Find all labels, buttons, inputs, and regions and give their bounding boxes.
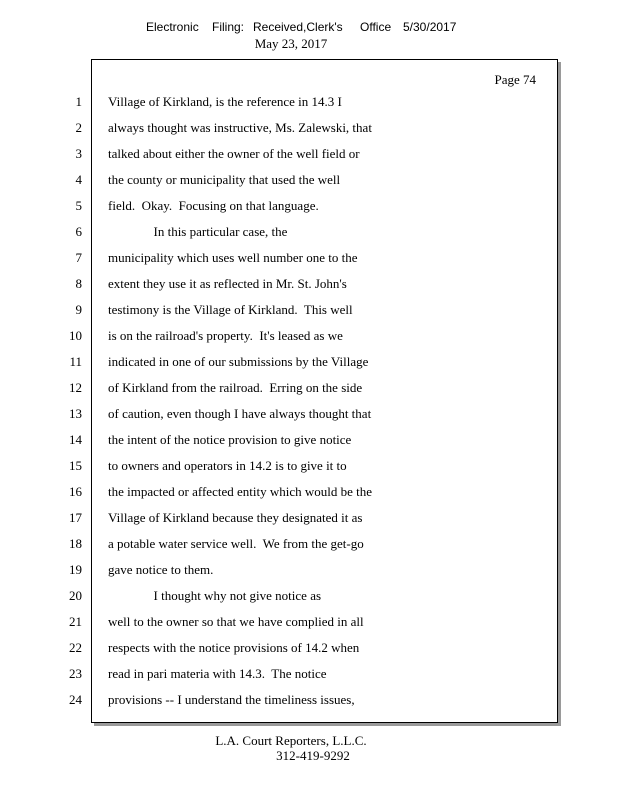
line-number: 1	[75, 94, 82, 109]
transcript-date: May 23, 2017	[254, 36, 328, 51]
transcript-line-text: read in pari materia with 14.3. The notice	[108, 666, 327, 681]
filing-header-electronic: Electronic	[146, 20, 199, 34]
line-number: 9	[75, 302, 82, 317]
line-number: 14	[69, 432, 82, 447]
transcript-line-text: the intent of the notice provision to give notice	[108, 432, 352, 447]
transcript-line-text: testimony is the Village of Kirkland. This well	[108, 302, 353, 317]
line-number: 20	[69, 588, 82, 603]
transcript-line-text: Village of Kirkland because they designated it as	[108, 510, 363, 525]
line-number: 5	[75, 198, 82, 213]
transcript-line-text: Village of Kirkland, is the reference in 14.3 I	[108, 94, 342, 109]
line-number: 16	[69, 484, 82, 499]
line-number: 18	[69, 536, 82, 551]
filing-header-office: Office	[360, 20, 392, 34]
filing-header-date: 5/30/2017	[403, 20, 457, 34]
line-number: 22	[69, 640, 82, 655]
page-number: Page 74	[494, 72, 536, 87]
transcript-line-text: extent they use it as reflected in Mr. St. John's	[108, 276, 347, 291]
line-number: 23	[69, 666, 82, 681]
line-number: 2	[75, 120, 82, 135]
transcript-line-text: of Kirkland from the railroad. Erring on the side	[108, 380, 363, 395]
transcript-line-text: provisions -- I understand the timeliness issues,	[108, 692, 355, 707]
line-number: 3	[75, 146, 82, 161]
transcript-line-text: municipality which uses well number one to the	[108, 250, 358, 265]
line-number: 21	[69, 614, 82, 629]
transcript-line-text: In this particular case, the	[108, 224, 288, 239]
transcript-line-text: always thought was instructive, Ms. Zalewski, that	[108, 120, 372, 135]
transcript-line-text: indicated in one of our submissions by the Village	[108, 354, 369, 369]
transcript-line-text: the impacted or affected entity which would be the	[108, 484, 372, 499]
line-number: 7	[75, 250, 82, 265]
transcript-line-text: respects with the notice provisions of 14.2 when	[108, 640, 360, 655]
line-number: 11	[69, 354, 82, 369]
line-number: 4	[75, 172, 82, 187]
filing-header-filing: Filing:	[212, 20, 245, 34]
line-number: 19	[69, 562, 82, 577]
line-number: 15	[69, 458, 82, 473]
line-number: 17	[69, 510, 82, 525]
filing-header-received-clerks: Received,Clerk's	[253, 20, 343, 34]
line-number: 6	[75, 224, 82, 239]
footer-phone: 312-419-9292	[276, 748, 350, 763]
transcript-line-text: the county or municipality that used the well	[108, 172, 341, 187]
transcript-line-text: I thought why not give notice as	[108, 588, 322, 603]
footer-company: L.A. Court Reporters, L.L.C.	[215, 733, 367, 748]
line-number: 8	[75, 276, 82, 291]
transcript-line-text: gave notice to them.	[108, 562, 214, 577]
transcript-line-text: field. Okay. Focusing on that language.	[108, 198, 319, 213]
line-number: 12	[69, 380, 82, 395]
transcript-line-text: to owners and operators in 14.2 is to give it to	[108, 458, 347, 473]
line-number: 10	[69, 328, 82, 343]
transcript-line-text: talked about either the owner of the well field or	[108, 146, 360, 161]
line-number: 24	[69, 692, 82, 707]
transcript-line-text: of caution, even though I have always thought that	[108, 406, 372, 421]
transcript-line-text: is on the railroad's property. It's leased as we	[108, 328, 343, 343]
transcript-line-text: well to the owner so that we have complied in all	[108, 614, 364, 629]
line-number: 13	[69, 406, 82, 421]
transcript-line-text: a potable water service well. We from the get-go	[108, 536, 364, 551]
filing-header	[0, 20, 618, 36]
